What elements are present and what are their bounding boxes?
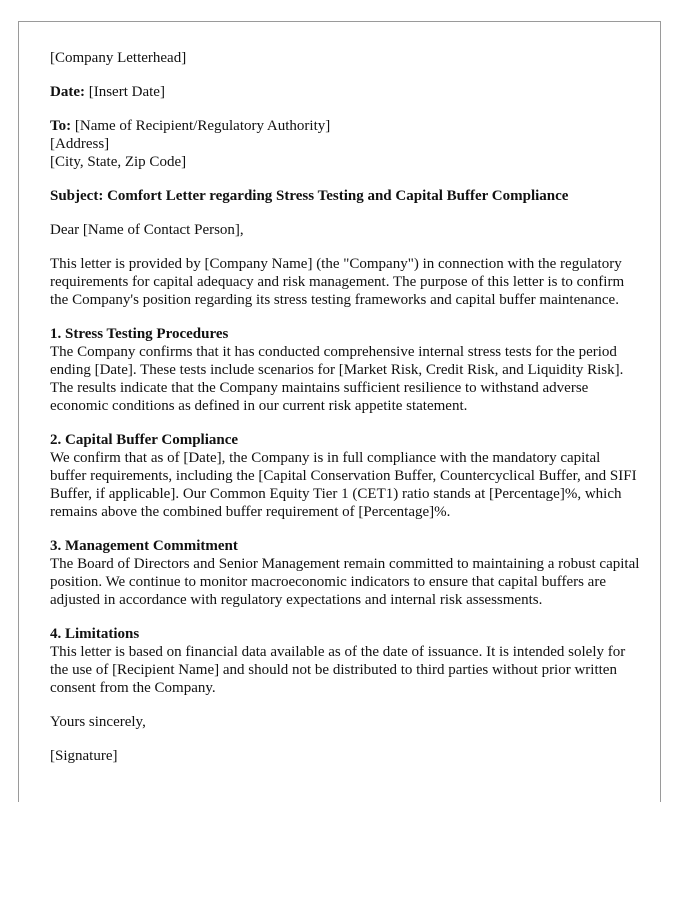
date-label: Date: xyxy=(50,84,85,100)
recipient-address: [Address] xyxy=(50,136,110,152)
section-heading: 2. Capital Buffer Compliance xyxy=(50,432,239,448)
section-body: The Board of Directors and Senior Management remain committed to maintaining a robust capital position. We continue to monitor macroeconomic indicators to ensure that capital buffers are adjusted in accordance with regulatory expectations and internal risk assessments. xyxy=(50,556,640,608)
section-stress-testing xyxy=(50,325,640,415)
to-label: To: xyxy=(50,118,72,134)
signature-placeholder: [Signature] xyxy=(50,748,118,764)
letter-page xyxy=(18,21,661,802)
section-body: The Company confirms that it has conducted comprehensive internal stress tests for the period ending [Date]. These tests include scenarios for [Market Risk, Credit Risk, and Liquidity Risk]. The results indicate that the Company maintains sufficient resilience to withstand adverse economic conditions as defined in our current risk appetite statement. xyxy=(50,344,624,414)
salutation: Dear [Name of Contact Person], xyxy=(50,222,244,238)
section-capital-buffer xyxy=(50,431,640,521)
recipient-name: [Name of Recipient/Regulatory Authority] xyxy=(71,118,331,134)
section-body: This letter is based on financial data available as of the date of issuance. It is intended solely for the use of [Recipient Name] and should not be distributed to third parties without prior written consent from the Company. xyxy=(50,644,626,696)
date-line xyxy=(50,83,640,101)
section-heading: 3. Management Commitment xyxy=(50,538,238,554)
section-heading: 4. Limitations xyxy=(50,626,140,642)
closing: Yours sincerely, xyxy=(50,714,146,730)
recipient-line xyxy=(50,117,640,135)
date-value: [Insert Date] xyxy=(84,84,165,100)
section-body: We confirm that as of [Date], the Company is in full compliance with the mandatory capital buffer requirements, including the [Capital Conservation Buffer, Countercyclical Buffer, and SIFI Buffer, if applicable]. Our Common Equity Tier 1 (CET1) ratio stands at [Percentage]%, which remains above the combined buffer requirement of [Percentage]%. xyxy=(50,450,637,520)
intro-paragraph: This letter is provided by [Company Name] (the "Company") in connection with the regulatory requirements for capital adequacy and risk management. The purpose of this letter is to confirm the Company's position regarding its stress testing frameworks and capital buffer maintenance. xyxy=(50,256,625,308)
letter-content xyxy=(50,49,640,781)
section-management-commitment xyxy=(50,537,640,609)
section-limitations xyxy=(50,625,640,697)
subject-line: Subject: Comfort Letter regarding Stress Testing and Capital Buffer Compliance xyxy=(50,188,569,204)
recipient-city: [City, State, Zip Code] xyxy=(50,154,187,170)
company-letterhead: [Company Letterhead] xyxy=(50,50,187,66)
recipient-block xyxy=(50,117,640,171)
section-heading: 1. Stress Testing Procedures xyxy=(50,326,229,342)
